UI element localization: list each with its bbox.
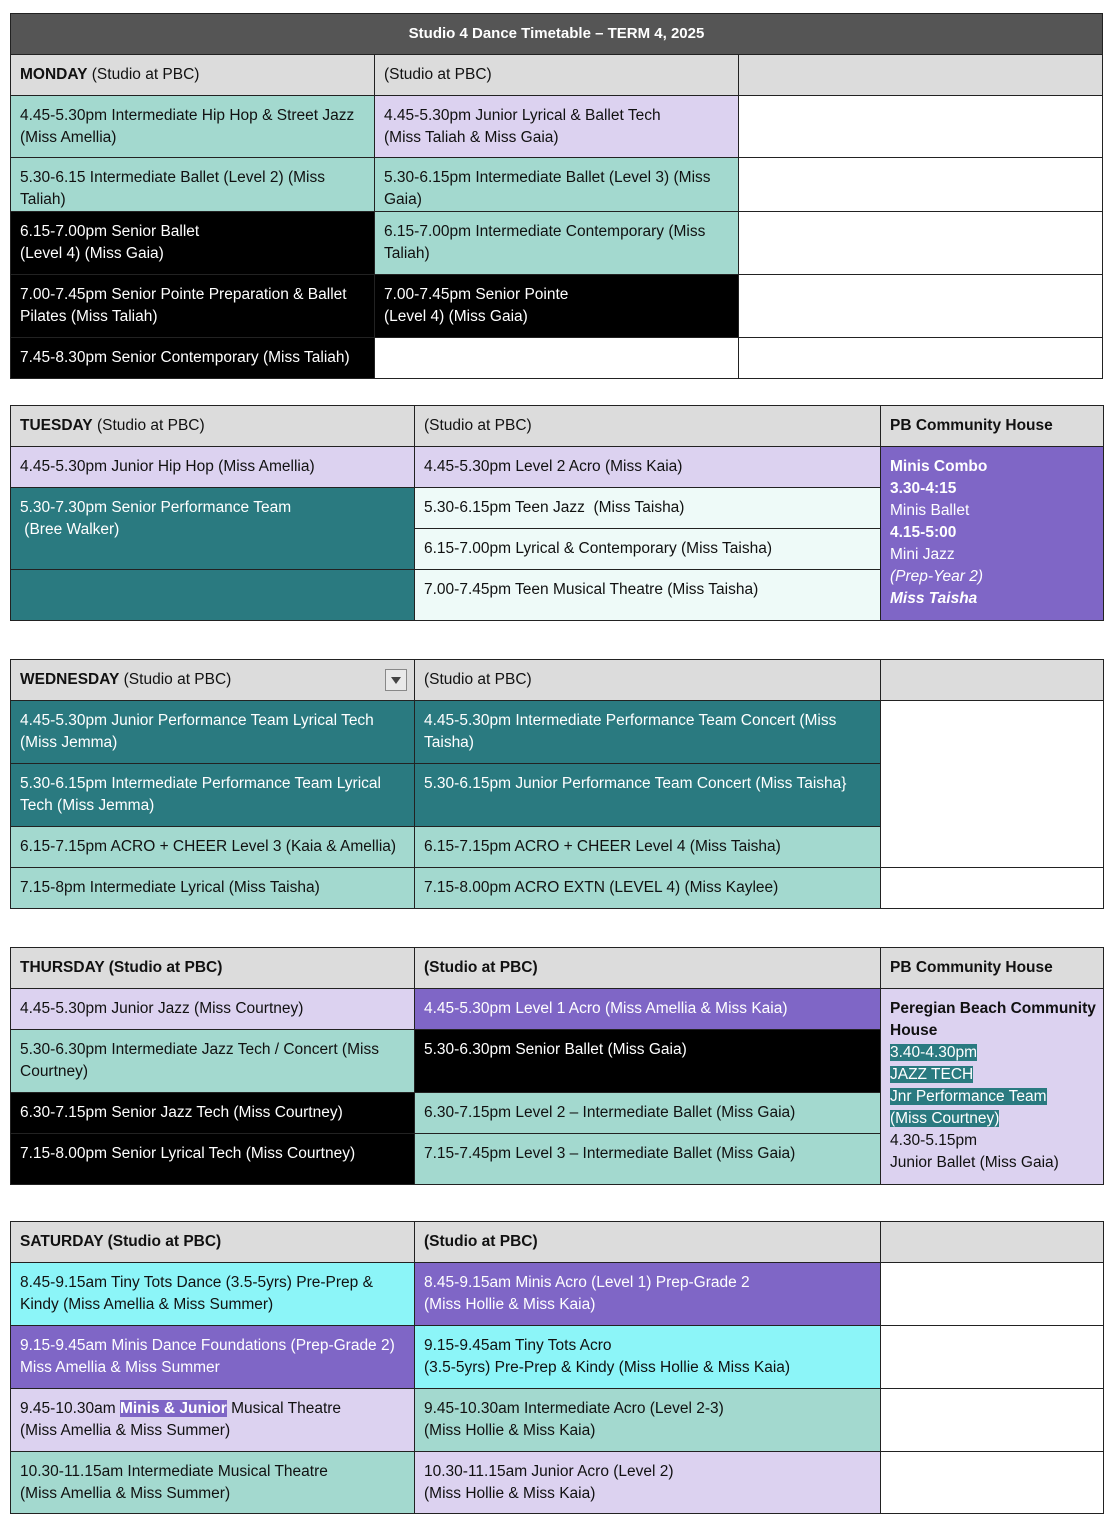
class-line: (3.5-5yrs) Pre-Prep & Kindy (Miss Hollie & Miss Kaia) xyxy=(424,1359,791,1376)
class-line: (Miss Hollie & Miss Kaia) xyxy=(424,1485,596,1502)
class-cell xyxy=(415,1326,881,1389)
class-cell: 4.45-5.30pm Junior Performance Team Lyrical Tech (Miss Jemma) xyxy=(11,701,415,764)
class-text: 9.45-10.30am xyxy=(20,1400,120,1417)
empty-cell xyxy=(881,1263,1104,1326)
class-line: 10.30-11.15am Intermediate Musical Theatre xyxy=(20,1463,328,1480)
monday-header-col3 xyxy=(739,55,1103,96)
monday-table xyxy=(10,13,1103,379)
side-line: 3.30-4:15 xyxy=(890,480,957,497)
saturday-header-col3 xyxy=(881,1222,1104,1263)
monday-header xyxy=(11,55,375,96)
class-cell: 4.45-5.30pm Junior Jazz (Miss Courtney) xyxy=(11,989,415,1030)
class-cell: 6.30-7.15pm Level 2 – Intermediate Ballet (Miss Gaia) xyxy=(415,1093,881,1134)
venue-label: (Studio at PBC) xyxy=(92,417,205,434)
wednesday-header xyxy=(11,660,415,701)
wednesday-header-col3 xyxy=(881,660,1104,701)
side-line: Junior Ballet (Miss Gaia) xyxy=(890,1154,1059,1171)
class-cell: 7.00-7.45pm Senior Pointe Preparation & Ballet Pilates (Miss Taliah) xyxy=(11,275,375,338)
side-highlight: Jnr Performance Team xyxy=(890,1088,1047,1105)
class-line: (Miss Amellia & Miss Summer) xyxy=(20,1485,231,1502)
empty-cell xyxy=(375,338,739,379)
class-cell: 9.15-9.45am Minis Dance Foundations (Prep-Grade 2) Miss Amellia & Miss Summer xyxy=(11,1326,415,1389)
class-cell: 6.15-7.15pm ACRO + CHEER Level 3 (Kaia & Amellia) xyxy=(11,827,415,868)
class-cell xyxy=(11,1389,415,1452)
empty-cell xyxy=(881,701,1104,868)
class-cell xyxy=(11,488,415,570)
community-house-cell xyxy=(881,989,1104,1185)
empty-cell xyxy=(739,275,1103,338)
tuesday-header xyxy=(11,406,415,447)
thursday-table xyxy=(10,947,1104,1185)
community-house-cell xyxy=(881,447,1104,621)
class-cell: 5.30-6.15pm Intermediate Ballet (Level 3) (Miss Gaia) xyxy=(375,158,739,212)
class-cell: 7.15-7.45pm Level 3 – Intermediate Ballet (Miss Gaia) xyxy=(415,1134,881,1185)
thursday-header-col2: (Studio at PBC) xyxy=(415,948,881,989)
empty-cell xyxy=(881,1389,1104,1452)
tuesday-section xyxy=(10,405,1103,621)
class-cell: 6.30-7.15pm Senior Jazz Tech (Miss Courtney) xyxy=(11,1093,415,1134)
class-cell: 5.30-6.15pm Junior Performance Team Concert (Miss Taisha} xyxy=(415,764,881,827)
class-cell xyxy=(415,1263,881,1326)
class-line: (Miss Amellia & Miss Summer) xyxy=(20,1422,231,1439)
day-label: TUESDAY xyxy=(20,417,93,434)
class-cell: 4.45-5.30pm Junior Hip Hop (Miss Amellia) xyxy=(11,447,415,488)
empty-cell xyxy=(881,1452,1104,1514)
class-cell xyxy=(375,96,739,158)
class-line: (Level 4) (Miss Gaia) xyxy=(20,245,164,262)
class-cell: 4.45-5.30pm Level 2 Acro (Miss Kaia) xyxy=(415,447,881,488)
class-line: (Level 4) (Miss Gaia) xyxy=(384,308,528,325)
class-cell xyxy=(415,1389,881,1452)
filter-dropdown-icon[interactable] xyxy=(385,669,407,691)
side-line: Mini Jazz xyxy=(890,546,955,563)
saturday-header-col2: (Studio at PBC) xyxy=(415,1222,881,1263)
class-line: (Miss Taliah & Miss Gaia) xyxy=(384,129,559,146)
class-cell: 6.15-7.00pm Lyrical & Contemporary (Miss Taisha) xyxy=(415,529,881,570)
class-cell: 7.45-8.30pm Senior Contemporary (Miss Taliah) xyxy=(11,338,375,379)
highlight-text: Minis & Junior xyxy=(119,1400,227,1417)
side-line: 4.15-5:00 xyxy=(890,524,957,541)
thursday-header: THURSDAY (Studio at PBC) xyxy=(11,948,415,989)
class-line: 5.30-7.30pm Senior Performance Team xyxy=(20,499,292,516)
side-highlight: 3.40-4.30pm xyxy=(890,1044,978,1061)
class-cell: 4.45-5.30pm Intermediate Hip Hop & Street Jazz (Miss Amellia) xyxy=(11,96,375,158)
class-line: (Miss Hollie & Miss Kaia) xyxy=(424,1296,596,1313)
side-line: (Prep-Year 2) xyxy=(890,568,984,585)
class-cell xyxy=(11,212,375,275)
class-line: (Bree Walker) xyxy=(20,521,120,538)
tuesday-header-col3: PB Community House xyxy=(881,406,1104,447)
class-cell: 5.30-6.15pm Intermediate Performance Team Lyrical Tech (Miss Jemma) xyxy=(11,764,415,827)
class-cell: 7.15-8pm Intermediate Lyrical (Miss Taisha) xyxy=(11,868,415,909)
class-line: 9.15-9.45am Tiny Tots Acro xyxy=(424,1337,612,1354)
empty-cell xyxy=(739,212,1103,275)
class-line: (Miss Hollie & Miss Kaia) xyxy=(424,1422,596,1439)
class-cell xyxy=(375,275,739,338)
class-cell: 5.30-6.15pm Teen Jazz (Miss Taisha) xyxy=(415,488,881,529)
wednesday-table xyxy=(10,659,1104,909)
class-line: 7.00-7.45pm Senior Pointe xyxy=(384,286,569,303)
class-cell xyxy=(11,1452,415,1514)
class-cell: 7.15-8.00pm Senior Lyrical Tech (Miss Courtney) xyxy=(11,1134,415,1185)
class-line: 8.45-9.15am Minis Acro (Level 1) Prep-Grade 2 xyxy=(424,1274,750,1291)
class-line: 4.45-5.30pm Junior Lyrical & Ballet Tech xyxy=(384,107,661,124)
side-line: Minis Combo xyxy=(890,458,988,475)
side-highlight: (Miss Courtney) xyxy=(890,1110,1000,1127)
class-text: Musical Theatre xyxy=(226,1400,342,1417)
monday-section xyxy=(10,13,1103,379)
venue-label: (Studio at PBC) xyxy=(87,66,200,83)
side-line: Miss Taisha xyxy=(890,590,978,607)
side-highlight: JAZZ TECH xyxy=(890,1066,974,1083)
class-cell: 6.15-7.15pm ACRO + CHEER Level 4 (Miss Taisha) xyxy=(415,827,881,868)
class-cell: 5.30-6.30pm Senior Ballet (Miss Gaia) xyxy=(415,1030,881,1093)
empty-cell xyxy=(881,1326,1104,1389)
empty-cell xyxy=(739,96,1103,158)
class-cell: 4.45-5.30pm Intermediate Performance Team Concert (Miss Taisha) xyxy=(415,701,881,764)
class-cell xyxy=(415,1452,881,1514)
empty-cell xyxy=(881,868,1104,909)
monday-header-col2: (Studio at PBC) xyxy=(375,55,739,96)
day-label: MONDAY xyxy=(20,66,88,83)
empty-cell xyxy=(11,570,415,621)
class-cell: 5.30-6.30pm Intermediate Jazz Tech / Concert (Miss Courtney) xyxy=(11,1030,415,1093)
wednesday-section xyxy=(10,659,1103,909)
thursday-section xyxy=(10,947,1103,1185)
class-line: 10.30-11.15am Junior Acro (Level 2) xyxy=(424,1463,674,1480)
day-label: WEDNESDAY xyxy=(20,671,120,688)
side-line: Minis Ballet xyxy=(890,502,970,519)
empty-cell xyxy=(739,338,1103,379)
saturday-table xyxy=(10,1221,1104,1514)
class-cell: 5.30-6.15 Intermediate Ballet (Level 2) (Miss Taliah) xyxy=(11,158,375,212)
wednesday-header-col2: (Studio at PBC) xyxy=(415,660,881,701)
timetable-title: Studio 4 Dance Timetable – TERM 4, 2025 xyxy=(11,14,1103,55)
saturday-header: SATURDAY (Studio at PBC) xyxy=(11,1222,415,1263)
class-line: 6.15-7.00pm Senior Ballet xyxy=(20,223,200,240)
side-title: Peregian Beach Community House xyxy=(890,1000,1096,1039)
class-line: 9.45-10.30am Intermediate Acro (Level 2-3) xyxy=(424,1400,724,1417)
class-cell: 7.00-7.45pm Teen Musical Theatre (Miss Taisha) xyxy=(415,570,881,621)
class-cell: 7.15-8.00pm ACRO EXTN (LEVEL 4) (Miss Kaylee) xyxy=(415,868,881,909)
class-cell: 4.45-5.30pm Level 1 Acro (Miss Amellia & Miss Kaia) xyxy=(415,989,881,1030)
empty-cell xyxy=(739,158,1103,212)
side-line: 4.30-5.15pm xyxy=(890,1132,978,1149)
class-cell: 8.45-9.15am Tiny Tots Dance (3.5-5yrs) Pre-Prep & Kindy (Miss Amellia & Miss Summer) xyxy=(11,1263,415,1326)
thursday-header-col3: PB Community House xyxy=(881,948,1104,989)
tuesday-header-col2: (Studio at PBC) xyxy=(415,406,881,447)
venue-label: (Studio at PBC) xyxy=(119,671,232,688)
tuesday-table xyxy=(10,405,1104,621)
class-cell: 6.15-7.00pm Intermediate Contemporary (Miss Taliah) xyxy=(375,212,739,275)
saturday-section xyxy=(10,1221,1103,1514)
